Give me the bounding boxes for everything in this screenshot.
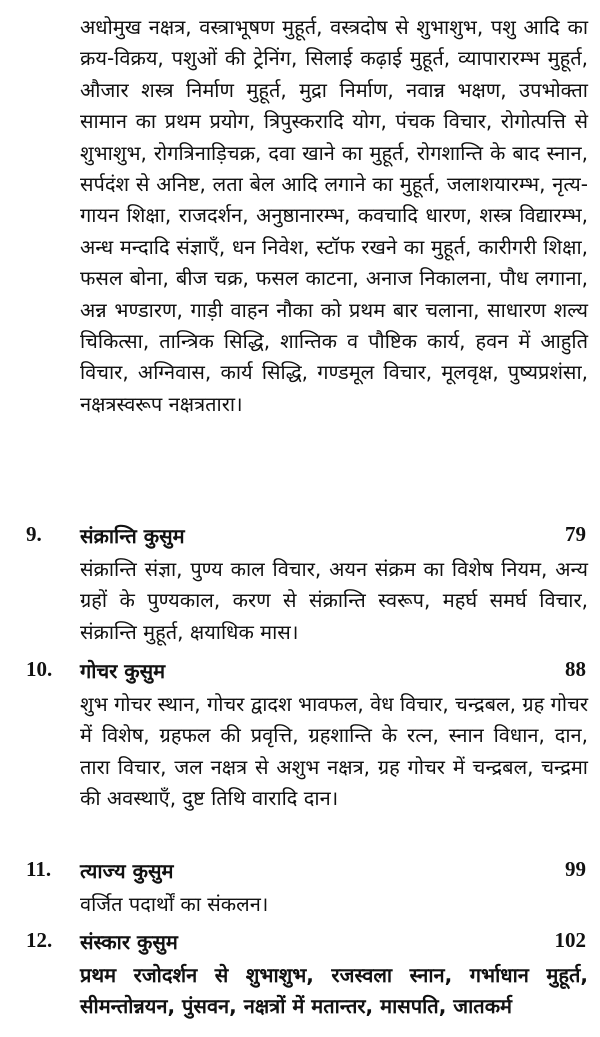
intro-paragraph: अधोमुख नक्षत्र, वस्त्राभूषण मुहूर्त, वस्त्रदोष से शुभाशुभ, पशु आदि का क्रय-विक्रय, पशुओं की ट्रेनिंग, सिलाई कढ़ाई मुहूर्त, व्यापारारम्भ मुहूर्त, औजार शस्त्र निर्माण मुहूर्त, मुद्रा निर्माण, नवान्न भक्षण, उपभोक्ता सामान का प्रथम प्रयोग, त्रिपुस्करादि योग, पंचक विचार, रोगोत्पत्ति से शुभाशुभ, रोगत्रिनाड़िचक्र, दवा खाने का मुहूर्त, रोगशान्ति के बाद स्नान, सर्पदंश से अनिष्ट, लता बेल आदि लगाने का मुहूर्त, जलाशयारम्भ, नृत्य-गायन शिक्षा, राजदर्शन, अनुष्ठानारम्भ, कवचादि धारण, शस्त्र विद्यारम्भ, अन्ध मन्दादि संज्ञाएँ, धन निवेश, स्टॉफ रखने का मुहूर्त, कारीगरी शिक्षा, फसल बोना, बीज चक्र, फसल काटना, अनाज निकालना, पौध लगाना, अन्न भण्डारण, गाड़ी वाहन नौका को प्रथम बार चलाना, साधारण शल्य चिकित्सा, तान्त्रिक सिद्धि, शान्तिक व पौष्टिक कार्य, हवन में आहुति विचार, अग्निवास, कार्य सिद्धि, गण्डमूल विचार, मूलवृक्ष, पुष्यप्रशंसा, नक्षत्रस्वरूप नक्षत्रतारा।	[80, 15, 588, 416]
section-body: वर्जित पदार्थों का संकलन।	[80, 892, 269, 916]
section-12	[0, 928, 600, 1019]
section-title: गोचर कुसुम	[80, 659, 166, 683]
section-10	[0, 657, 600, 811]
section-number: 11.	[26, 857, 52, 881]
section-9	[0, 522, 600, 644]
section-page-number: 99	[565, 857, 586, 881]
section-title: संक्रान्ति कुसुम	[80, 524, 185, 548]
section-11	[0, 857, 600, 916]
section-page-number: 102	[554, 928, 586, 952]
section-number: 9.	[26, 522, 42, 546]
section-body: प्रथम रजोदर्शन से शुभाशुभ, रजस्वला स्नान, गर्भाधान मुहूर्त, सीमन्तोन्नयन, पुंसवन, नक्षत्रों में मतान्तर, मासपति, जातकर्म	[80, 963, 588, 1019]
section-page-number: 88	[565, 657, 586, 681]
section-number: 10.	[26, 657, 53, 681]
section-number: 12.	[26, 928, 53, 952]
section-page-number: 79	[565, 522, 586, 546]
section-title: त्याज्य कुसुम	[80, 859, 174, 883]
section-title: संस्कार कुसुम	[80, 930, 178, 954]
section-heading	[0, 857, 600, 887]
section-body: शुभ गोचर स्थान, गोचर द्वादश भावफल, वेध विचार, चन्द्रबल, ग्रह गोचर में विशेष, ग्रहफल की प्रवृत्ति, ग्रहशान्ति के रत्न, स्नान विधान, दान, तारा विचार, जल नक्षत्र से अशुभ नक्षत्र, ग्रह गोचर में चन्द्रबल, चन्द्रमा की अवस्थाएँ, दुष्ट तिथि वारादि दान।	[80, 692, 588, 811]
section-body: संक्रान्ति संज्ञा, पुण्य काल विचार, अयन संक्रम का विशेष नियम, अन्य ग्रहों के पुण्यकाल, करण से संक्रान्ति स्वरूप, महर्घ समर्घ विचार, संक्रान्ति मुहूर्त, क्षयाधिक मास।	[80, 557, 588, 644]
section-heading	[0, 928, 600, 958]
section-heading	[0, 657, 600, 687]
section-heading	[0, 522, 600, 552]
